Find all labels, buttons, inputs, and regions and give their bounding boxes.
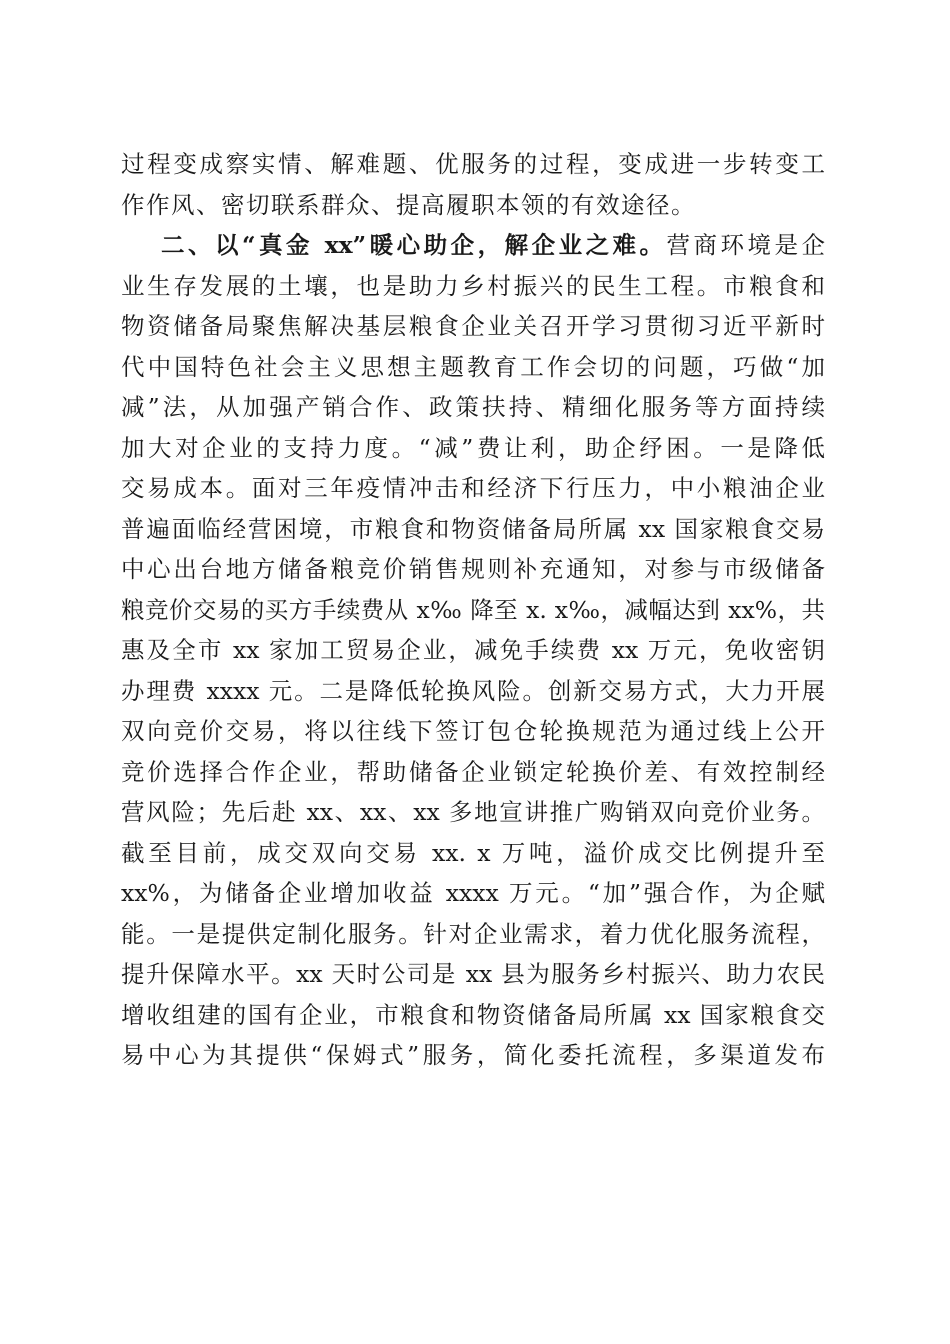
text-line: 中心出台地方储备粮竞价销售规则补充通知，对参与市级储备 xyxy=(121,555,825,583)
text-line: xx%，为储备企业增加收益 xxxx 万元。“加”强合作，为企赋 xyxy=(121,879,825,907)
text-line: 过程变成察实情、解难题、优服务的过程，变成进一步转变工 xyxy=(121,150,825,178)
text-line: 粮竞价交易的买方手续费从 x‰ 降至 x. x‰，减幅达到 xx%，共 xyxy=(121,595,825,624)
text-line: 竞价选择合作企业，帮助储备企业锁定轮换价差、有效控制经 xyxy=(121,757,825,786)
text-line: 提升保障水平。xx 天时公司是 xx 县为服务乡村振兴、助力农民 xyxy=(121,960,825,988)
text-line: 营风险；先后赴 xx、xx、xx 多地宣讲推广购销双向竞价业务。 xyxy=(121,798,825,826)
text-line: 代中国特色社会主义思想主题教育工作会切的问题，巧做“加 xyxy=(121,352,825,381)
text-line: 易中心为其提供“保姆式”服务，简化委托流程，多渠道发布 xyxy=(121,1041,825,1069)
section-heading: 二、以“真金 xx”暖心助企，解企业之难。 xyxy=(161,231,667,259)
text-line: 加大对企业的支持力度。“减”费让利，助企纾困。一是降低 xyxy=(121,433,825,462)
text-line: 增收组建的国有企业，市粮食和物资储备局所属 xx 国家粮食交 xyxy=(121,1000,825,1029)
text-line: 物资储备局聚焦解决基层粮食企业关召开学习贯彻习近平新时 xyxy=(121,312,825,340)
text-line: 普遍面临经营困境，市粮食和物资储备局所属 xx 国家粮食交易 xyxy=(121,514,825,543)
text-line: 作作风、密切联系群众、提高履职本领的有效途径。 xyxy=(121,190,696,219)
text-line: 办理费 xxxx 元。二是降低轮换风险。创新交易方式，大力开展 xyxy=(121,676,825,705)
heading-continuation: 营商环境是企 xyxy=(666,231,825,259)
text-line: 惠及全市 xx 家加工贸易企业，减免手续费 xx 万元，免收密钥 xyxy=(121,636,825,664)
text-line: 截至目前，成交双向交易 xx. x 万吨，溢价成交比例提升至 xyxy=(121,838,825,867)
text-line: 双向竞价交易，将以往线下签订包仓轮换规范为通过线上公开 xyxy=(121,717,825,745)
text-line: 能。一是提供定制化服务。针对企业需求，着力优化服务流程， xyxy=(121,919,825,948)
text-line: 交易成本。面对三年疫情冲击和经济下行压力，中小粮油企业 xyxy=(121,474,825,502)
text-line: 业生存发展的土壤，也是助力乡村振兴的民生工程。市粮食和 xyxy=(121,271,825,300)
text-line: 减”法，从加强产销合作、政策扶持、精细化服务等方面持续 xyxy=(121,393,825,421)
section-heading-line xyxy=(121,225,825,266)
body-text xyxy=(121,144,825,1076)
